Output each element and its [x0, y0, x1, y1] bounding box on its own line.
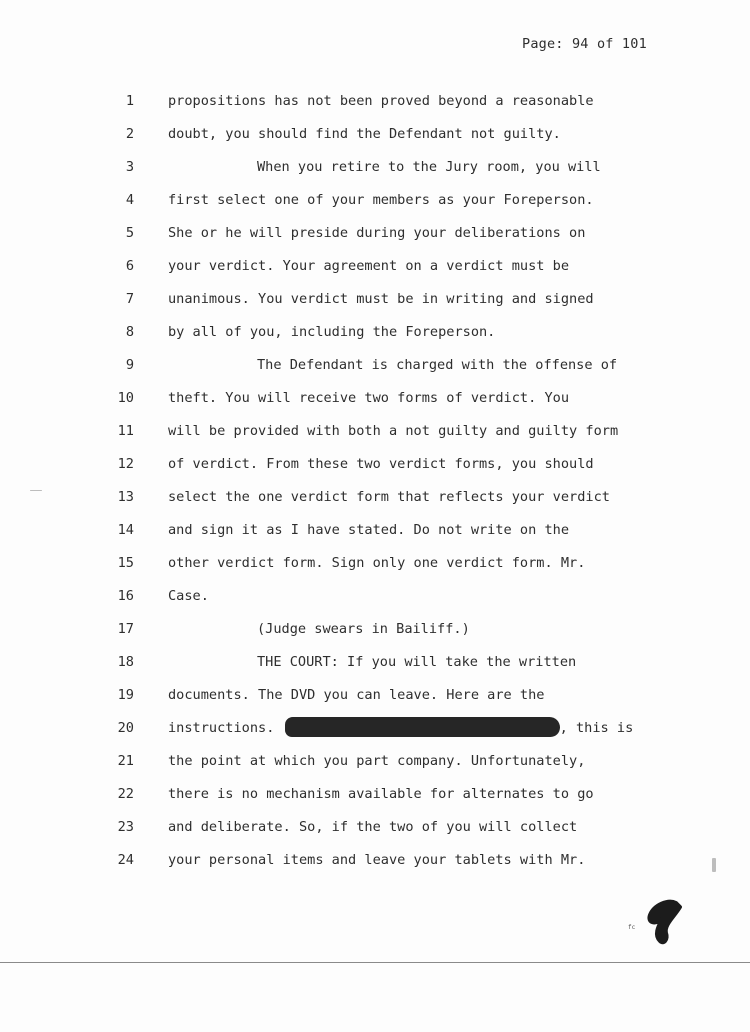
- line-text: there is no mechanism available for alternates to go: [168, 786, 594, 802]
- line-number: 8: [125, 324, 134, 340]
- line-number: 3: [125, 159, 134, 175]
- line-number: 21: [117, 753, 134, 769]
- line-text: [168, 717, 633, 739]
- line-text: propositions has not been proved beyond a reasonable: [168, 93, 594, 109]
- transcript-line: [0, 387, 750, 409]
- transcript-line: [0, 354, 750, 376]
- line-text: (Judge swears in Bailiff.): [257, 621, 470, 637]
- line-text: The Defendant is charged with the offense of: [257, 357, 618, 373]
- line-text: When you retire to the Jury room, you will: [257, 159, 601, 175]
- handwritten-initials: [640, 895, 688, 947]
- transcript-line: [0, 189, 750, 211]
- line-number: 23: [117, 819, 134, 835]
- transcript-line: [0, 816, 750, 838]
- transcript-line: [0, 156, 750, 178]
- transcript-line: [0, 783, 750, 805]
- line-text: the point at which you part company. Unfortunately,: [168, 753, 586, 769]
- line-number: 20: [117, 720, 134, 736]
- page-bottom-edge: [0, 962, 750, 963]
- line-text: will be provided with both a not guilty and guilty form: [168, 423, 619, 439]
- line-number: 22: [117, 786, 134, 802]
- transcript-line: [0, 123, 750, 145]
- transcript-line: [0, 717, 750, 739]
- line-number: 12: [117, 456, 134, 472]
- line-text: and deliberate. So, if the two of you will collect: [168, 819, 578, 835]
- line-text: unanimous. You verdict must be in writing and signed: [168, 291, 594, 307]
- transcript-line: [0, 453, 750, 475]
- transcript-line: [0, 618, 750, 640]
- line-text: doubt, you should find the Defendant not guilty.: [168, 126, 561, 142]
- transcript-line: [0, 684, 750, 706]
- line-number: 17: [117, 621, 134, 637]
- line-text: your personal items and leave your tablets with Mr.: [168, 852, 586, 868]
- transcript-line: [0, 288, 750, 310]
- line-text: Case.: [168, 588, 209, 604]
- line-number: 19: [117, 687, 134, 703]
- line-number: 15: [117, 555, 134, 571]
- line-text: other verdict form. Sign only one verdict form. Mr.: [168, 555, 586, 571]
- line-text-after-redaction: , this is: [559, 720, 634, 736]
- stray-mark: fc: [628, 924, 636, 931]
- line-number: 16: [117, 588, 134, 604]
- line-text: THE COURT: If you will take the written: [257, 654, 577, 670]
- line-number: 11: [117, 423, 134, 439]
- line-text: documents. The DVD you can leave. Here are the: [168, 687, 545, 703]
- transcript-line: [0, 750, 750, 772]
- redaction-bar: [285, 717, 560, 737]
- transcript-line: [0, 321, 750, 343]
- line-text: your verdict. Your agreement on a verdict must be: [168, 258, 570, 274]
- transcript-line: [0, 849, 750, 871]
- line-number: 18: [117, 654, 134, 670]
- transcript-line: [0, 255, 750, 277]
- transcript-line: [0, 552, 750, 574]
- line-number: 10: [117, 390, 134, 406]
- transcript-line: [0, 420, 750, 442]
- scan-speck: [712, 858, 716, 872]
- line-text: by all of you, including the Foreperson.: [168, 324, 496, 340]
- line-number: 14: [117, 522, 134, 538]
- line-number: 5: [125, 225, 134, 241]
- scan-speck: [30, 490, 42, 491]
- line-number: 9: [125, 357, 134, 373]
- line-text: first select one of your members as your Foreperson.: [168, 192, 594, 208]
- line-text: of verdict. From these two verdict forms, you should: [168, 456, 594, 472]
- page-number: Page: 94 of 101: [522, 36, 647, 52]
- line-text: and sign it as I have stated. Do not write on the: [168, 522, 570, 538]
- line-number: 2: [125, 126, 134, 142]
- transcript-line: [0, 486, 750, 508]
- transcript-line: [0, 651, 750, 673]
- line-text-before-redaction: instructions.: [168, 720, 275, 736]
- transcript-line: [0, 519, 750, 541]
- line-number: 1: [125, 93, 134, 109]
- line-number: 24: [117, 852, 134, 868]
- transcript-line: [0, 585, 750, 607]
- transcript-line: [0, 90, 750, 112]
- line-number: 6: [125, 258, 134, 274]
- line-number: 13: [117, 489, 134, 505]
- line-text: theft. You will receive two forms of verdict. You: [168, 390, 570, 406]
- line-number: 7: [125, 291, 134, 307]
- line-number: 4: [125, 192, 134, 208]
- transcript-line: [0, 222, 750, 244]
- line-text: She or he will preside during your deliberations on: [168, 225, 586, 241]
- line-text: select the one verdict form that reflects your verdict: [168, 489, 610, 505]
